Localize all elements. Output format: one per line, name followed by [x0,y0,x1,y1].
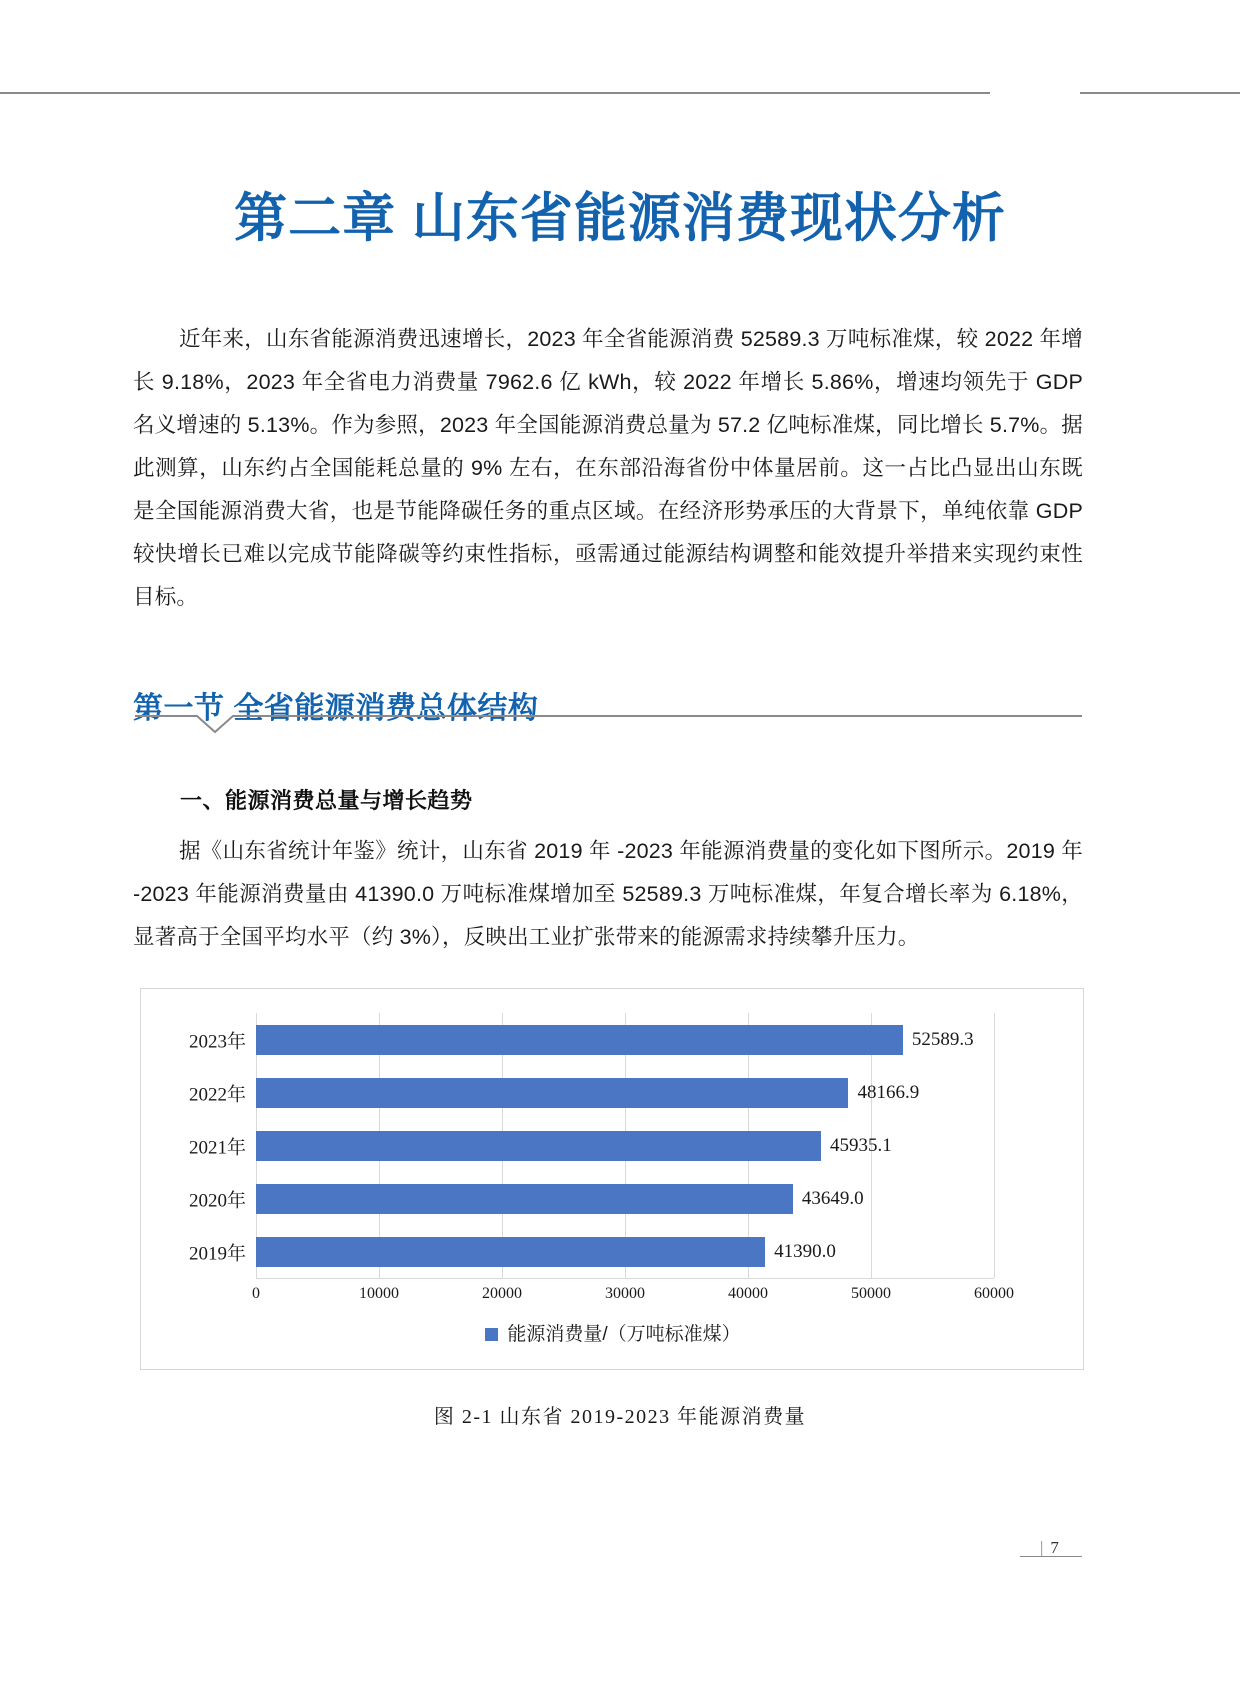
chart-category-label: 2022年 [188,1084,246,1105]
chart-bar [256,1078,848,1108]
chart-bar-row [188,1066,994,1119]
section-heading: 第一节 全省能源消费总体结构 [133,691,539,725]
chart-bar-row [188,1172,994,1225]
chart-x-axis [256,1278,994,1279]
chart-x-tick: 20000 [482,1285,522,1302]
chart-category-label: 2023年 [188,1031,246,1052]
chart-x-tick: 50000 [851,1285,891,1302]
chart-legend [141,1319,1085,1346]
chart-bar [256,1131,821,1161]
chart-plot-area [188,1013,994,1278]
page-title: 第二章 山东省能源消费现状分析 [234,188,1006,248]
subsection-heading: 一、能源消费总量与增长趋势 [180,788,473,813]
chart-x-tick: 10000 [359,1285,399,1302]
page-number-value: 7 [1050,1538,1059,1557]
section-divider [135,712,1082,734]
chart-x-tick: 30000 [605,1285,645,1302]
legend-label: 能源消费量/（万吨标准煤） [507,1324,741,1345]
chart-bar-row [188,1013,994,1066]
chart-bar [256,1025,903,1055]
chart-value-label: 43649.0 [801,1187,864,1209]
legend-swatch-icon [485,1328,498,1341]
chart-category-label: 2020年 [188,1190,246,1211]
chart-gridline [994,1013,995,1278]
chart-x-tick: 0 [252,1285,260,1302]
chart-category-label: 2021年 [188,1137,246,1158]
chart-value-label: 45935.1 [830,1134,892,1156]
chart-category-label: 2019年 [188,1243,246,1264]
chart-x-tick: 40000 [728,1285,768,1302]
page-number [1040,1538,1059,1558]
intro-paragraph: 近年来，山东省能源消费迅速增长，2023 年全省能源消费 52589.3 万吨标准煤，较 2022 年增长 9.18%，2023 年全省电力消费量 7962.6 亿 kWh，较 2022 年增长 5.86%，增速均领先于 GDP 名义增速的 5.13%。作为参照，2023 年全国能源消费总量为 57.2 亿吨标准煤，同比增长 5.7%。据此测算，山东约占全国能耗总量的 9% 左右，在东部沿海省份中体量居前。这一占比凸显出山东既是全国能源消费大省，也是节能降碳任务的重点区域。在经济形势承压的大背景下，单纯依靠 GDP 较快增长已难以完成节能降碳等约束性指标，亟需通过能源结构调整和能效提升举措来实现约束性目标。 [133,326,1084,609]
chart-value-label: 52589.3 [911,1028,974,1050]
chart-bar-row [188,1119,994,1172]
chart-value-label: 48166.9 [857,1081,920,1103]
chart-bar [256,1184,793,1214]
chart-bar-row [188,1225,994,1278]
chart-bar [256,1237,765,1267]
header-rule-gap [990,90,1080,96]
page-number-separator: | [1040,1538,1044,1557]
chart-x-tick: 60000 [974,1285,1014,1302]
energy-consumption-bar-chart [140,988,1084,1370]
trend-paragraph: 据《山东省统计年鉴》统计，山东省 2019 年 -2023 年能源消费量的变化如下图所示。2019 年 -2023 年能源消费量由 41390.0 万吨标准煤增加至 52589.3 万吨标准煤，年复合增长率为 6.18%，显著高于全国平均水平（约 3%），反映出工业扩张带来的能源需求持续攀升压力。 [133,838,1083,949]
figure-caption: 图 2-1 山东省 2019-2023 年能源消费量 [433,1406,807,1428]
chart-x-tick-labels [252,1285,1014,1307]
chart-value-label: 41390.0 [774,1240,836,1262]
